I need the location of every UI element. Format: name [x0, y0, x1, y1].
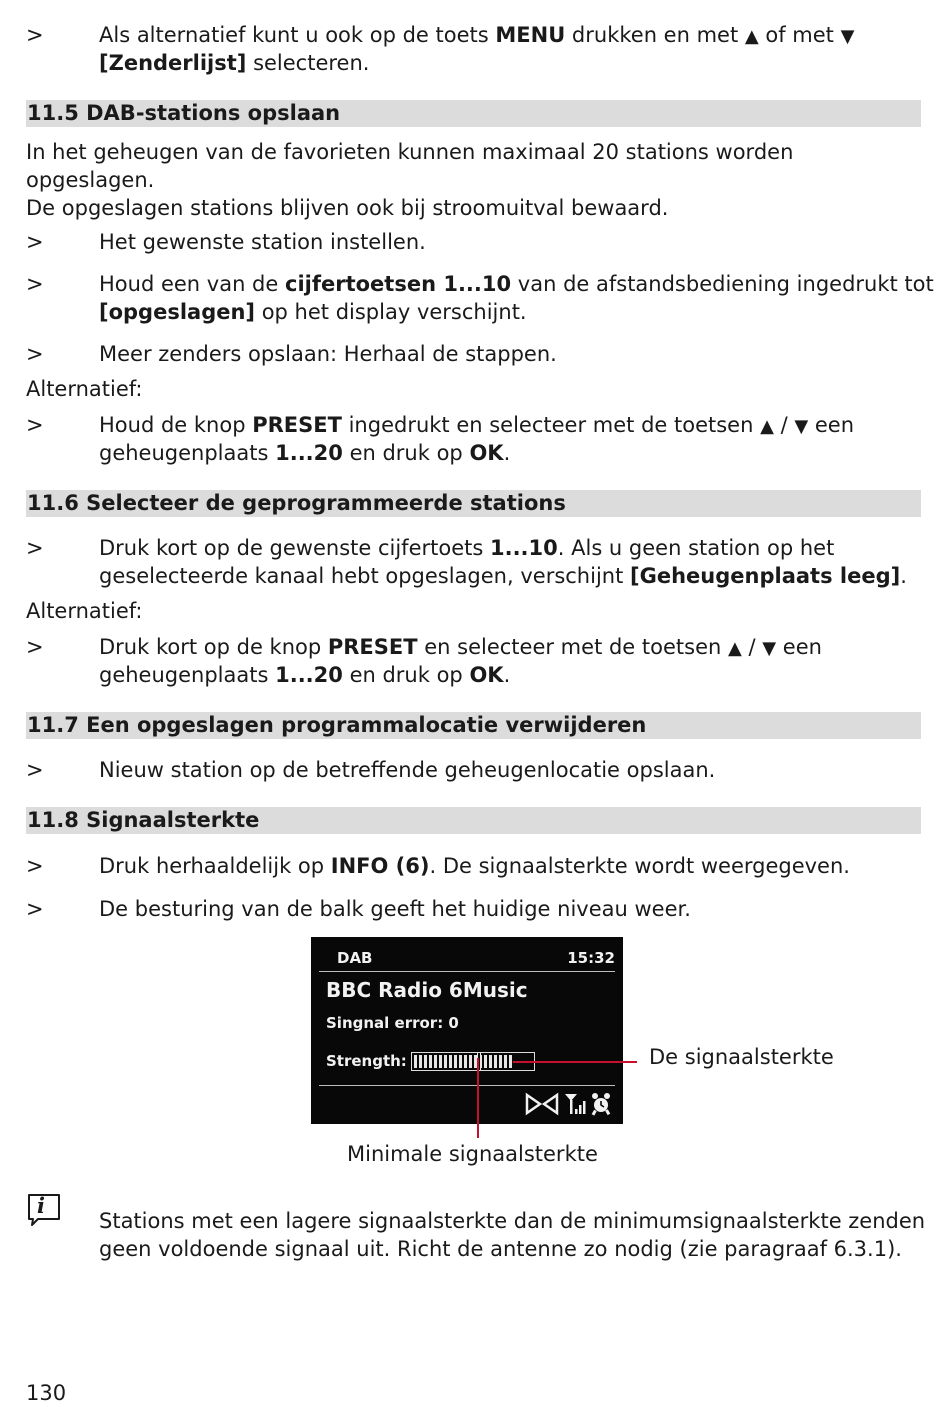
signal-strength-callout: De signaalsterkte: [649, 1045, 834, 1069]
display-time: 15:32: [567, 949, 615, 967]
section-heading-11-6: 11.6 Selecteer de geprogrammeerde stations: [26, 490, 921, 517]
bullet-marker: >: [26, 272, 44, 296]
list-item-continuation: geheugenplaats 1...20 en druk op OK.: [99, 441, 511, 465]
info-icon: [26, 1193, 62, 1226]
bullet-marker: >: [26, 23, 44, 47]
list-item: Het gewenste station instellen.: [99, 230, 426, 254]
list-item-continuation: geselecteerde kanaal hebt opgeslagen, verschijnt [Geheugenplaats leeg].: [99, 564, 907, 588]
bullet-marker: >: [26, 230, 44, 254]
note-text-line2: geen voldoende signaal uit. Richt de antenne zo nodig (zie paragraaf 6.3.1).: [99, 1237, 902, 1261]
page-number: 130: [26, 1381, 67, 1405]
bullet-marker: >: [26, 413, 44, 437]
display-error-line: Singnal error: 0: [326, 1014, 459, 1032]
alternative-label: Alternatief:: [26, 599, 143, 623]
section-heading-11-7: 11.7 Een opgeslagen programmalocatie verwijderen: [26, 712, 921, 739]
top-instruction-line2: [Zenderlijst] selecteren.: [99, 51, 370, 75]
note-text-line1: Stations met een lagere signaalsterkte dan de minimumsignaalsterkte zenden: [99, 1209, 926, 1233]
bullet-marker: >: [26, 342, 44, 366]
list-item: Houd de knop PRESET ingedrukt en selecteer met de toetsen ▲ / ▼ een: [99, 413, 855, 437]
display-divider: [319, 971, 615, 972]
paragraph: opgeslagen.: [26, 168, 155, 192]
up-arrow-icon: ▲: [760, 416, 774, 437]
display-divider: [319, 1085, 615, 1086]
list-item: Druk kort op de knop PRESET en selecteer met de toetsen ▲ / ▼ een: [99, 635, 822, 659]
top-instruction-line1: Als alternatief kunt u ook op de toets MENU drukken en met ▲ of met ▼: [99, 23, 855, 47]
list-item: Houd een van de cijfertoetsen 1...10 van de afstandsbediening ingedrukt tot: [99, 272, 934, 296]
up-arrow-icon: ▲: [744, 26, 759, 47]
strength-fill: [414, 1055, 514, 1068]
list-item: Nieuw station op de betreffende geheugenlocatie opslaan.: [99, 758, 716, 782]
list-item: Druk kort op de gewenste cijfertoets 1...10. Als u geen station op het: [99, 536, 835, 560]
section-heading-11-8: 11.8 Signaalsterkte: [26, 807, 921, 834]
list-item: Druk herhaaldelijk op INFO (6). De signaalsterkte wordt weergegeven.: [99, 854, 850, 878]
paragraph: De opgeslagen stations blijven ook bij stroomuitval bewaard.: [26, 196, 669, 220]
minimum-callout-line: [477, 1058, 479, 1138]
alternative-label: Alternatief:: [26, 377, 143, 401]
down-arrow-icon: ▼: [762, 638, 777, 659]
display-strength-label: Strength:: [326, 1052, 407, 1070]
info-icon-letter: i: [37, 1193, 45, 1218]
paragraph: In het geheugen van de favorieten kunnen maximaal 20 stations worden: [26, 140, 794, 164]
status-icons: [525, 1091, 615, 1117]
section-heading-11-5: 11.5 DAB-stations opslaan: [26, 100, 921, 127]
down-arrow-icon: ▼: [840, 26, 855, 47]
list-item: Meer zenders opslaan: Herhaal de stappen.: [99, 342, 557, 366]
antenna-signal-icon: [565, 1094, 586, 1114]
signal-callout-line: [513, 1061, 637, 1063]
bullet-marker: >: [26, 854, 44, 878]
down-arrow-icon: ▼: [794, 416, 809, 437]
status-icons-svg: [525, 1091, 615, 1117]
display-station-name: BBC Radio 6Music: [326, 978, 528, 1002]
bullet-marker: >: [26, 758, 44, 782]
radio-display: [311, 937, 623, 1124]
up-arrow-icon: ▲: [727, 638, 742, 659]
bowtie-icon: [527, 1095, 557, 1113]
minimum-strength-callout: Minimale signaalsterkte: [347, 1142, 598, 1166]
list-item-continuation: [opgeslagen] op het display verschijnt.: [99, 300, 527, 324]
bullet-marker: >: [26, 897, 44, 921]
list-item: De besturing van de balk geeft het huidige niveau weer.: [99, 897, 691, 921]
alarm-clock-icon: [592, 1093, 611, 1116]
bullet-marker: >: [26, 536, 44, 560]
bullet-marker: >: [26, 635, 44, 659]
display-mode: DAB: [337, 949, 373, 967]
list-item-continuation: geheugenplaats 1...20 en druk op OK.: [99, 663, 511, 687]
